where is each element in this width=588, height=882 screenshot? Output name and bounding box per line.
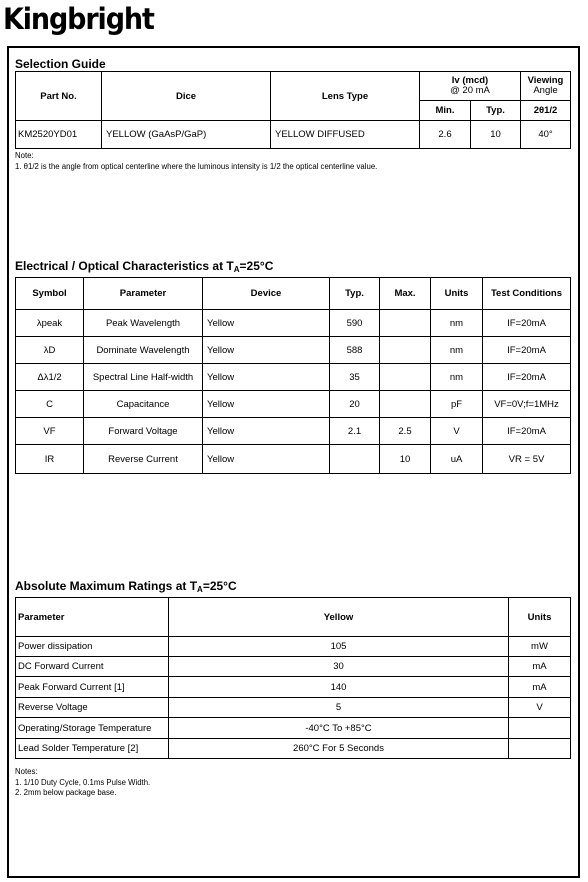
header-units: Units	[509, 598, 571, 637]
header-typ: Typ.	[471, 101, 521, 121]
absolute-max-title-sub: A	[197, 585, 203, 594]
note-2: 2. 2mm below package base.	[15, 788, 117, 797]
parameter-name: Power dissipation	[16, 637, 169, 657]
units-value: V	[431, 418, 483, 445]
rating-value: -40°C To +85°C	[169, 718, 509, 739]
parameter: Peak Wavelength	[84, 310, 203, 337]
units-value: nm	[431, 364, 483, 391]
rating-value: 5	[169, 698, 509, 718]
table-row	[16, 391, 571, 418]
absolute-max-title	[15, 579, 237, 594]
selection-guide-title: Selection Guide	[15, 57, 106, 71]
header-device: Device	[203, 278, 330, 310]
rating-value: 105	[169, 637, 509, 657]
header-max: Max.	[380, 278, 431, 310]
table-row	[16, 337, 571, 364]
rating-value: 260°C For 5 Seconds	[169, 739, 509, 759]
header-parameter: Parameter	[84, 278, 203, 310]
table-row	[16, 739, 571, 759]
parameter: Spectral Line Half-width	[84, 364, 203, 391]
table-row	[16, 121, 571, 149]
absolute-max-table	[15, 597, 571, 759]
parameter: Reverse Current	[84, 445, 203, 474]
units-value: V	[509, 698, 571, 718]
header-iv	[420, 72, 521, 101]
device: Yellow	[203, 418, 330, 445]
header-min: Min.	[420, 101, 471, 121]
parameter-name: Lead Solder Temperature [2]	[16, 739, 169, 759]
parameter-name: Operating/Storage Temperature	[16, 718, 169, 739]
typ-value: 35	[330, 364, 380, 391]
header-parameter: Parameter	[16, 598, 169, 637]
selection-guide-table	[15, 71, 571, 149]
header-typ: Typ.	[330, 278, 380, 310]
units-value: nm	[431, 310, 483, 337]
table-row	[16, 698, 571, 718]
note-1: 1. θ1/2 is the angle from optical centerline where the luminous intensity is 1/2 the optical centerline value.	[15, 161, 378, 171]
test-condition: VR = 5V	[483, 445, 571, 474]
notes-title: Notes:	[15, 767, 38, 776]
max-value	[380, 310, 431, 337]
header-theta: 2θ1/2	[521, 101, 571, 121]
max-value	[380, 337, 431, 364]
parameter: Capacitance	[84, 391, 203, 418]
device: Yellow	[203, 445, 330, 474]
viewing-angle-value: 40°	[521, 121, 571, 149]
header-yellow: Yellow	[169, 598, 509, 637]
typ-value: 2.1	[330, 418, 380, 445]
header-lens-type: Lens Type	[271, 72, 420, 121]
device: Yellow	[203, 391, 330, 418]
header-angle-label: Angle	[533, 85, 558, 96]
parameter: Forward Voltage	[84, 418, 203, 445]
table-row	[16, 445, 571, 474]
header-part-no: Part No.	[16, 72, 102, 121]
header-iv-label: Iv (mcd)	[451, 75, 489, 86]
symbol: VF	[16, 418, 84, 445]
electrical-table	[15, 277, 571, 474]
units-value: pF	[431, 391, 483, 418]
device: Yellow	[203, 337, 330, 364]
iv-min-value: 2.6	[420, 121, 471, 149]
units-value	[509, 718, 571, 739]
symbol: λD	[16, 337, 84, 364]
selection-note	[15, 151, 377, 172]
note-title: Note:	[15, 151, 34, 160]
max-value: 10	[380, 445, 431, 474]
absolute-max-notes	[15, 767, 150, 799]
table-row	[16, 718, 571, 739]
device: Yellow	[203, 310, 330, 337]
part-number: KM2520YD01	[16, 121, 102, 149]
table-row	[16, 418, 571, 445]
max-value	[380, 364, 431, 391]
parameter-name: DC Forward Current	[16, 657, 169, 677]
electrical-title-sub: A	[233, 265, 240, 274]
typ-value	[330, 445, 380, 474]
units-value: nm	[431, 337, 483, 364]
electrical-title-prefix: Electrical / Optical Characteristics at T	[15, 259, 234, 273]
header-viewing-label: Viewing	[527, 75, 564, 86]
units-value	[509, 739, 571, 759]
header-dice: Dice	[102, 72, 271, 121]
parameter-name: Reverse Voltage	[16, 698, 169, 718]
header-iv-condition: @ 20 mA	[450, 85, 490, 96]
test-condition: VF=0V;f=1MHz	[483, 391, 571, 418]
typ-value: 20	[330, 391, 380, 418]
absolute-max-title-suffix: =25°C	[202, 579, 237, 593]
header-symbol: Symbol	[16, 278, 84, 310]
units-value: uA	[431, 445, 483, 474]
symbol: Δλ1/2	[16, 364, 84, 391]
symbol: λpeak	[16, 310, 84, 337]
table-row	[16, 364, 571, 391]
parameter-name: Peak Forward Current [1]	[16, 677, 169, 698]
units-value: mW	[509, 637, 571, 657]
table-row	[16, 677, 571, 698]
header-units: Units	[431, 278, 483, 310]
typ-value: 590	[330, 310, 380, 337]
typ-value: 588	[330, 337, 380, 364]
test-condition: IF=20mA	[483, 364, 571, 391]
electrical-title	[15, 259, 273, 274]
rating-value: 30	[169, 657, 509, 677]
iv-typ-value: 10	[471, 121, 521, 149]
absolute-max-title-prefix: Absolute Maximum Ratings at T	[15, 579, 198, 593]
kingbright-logo: Kingbright	[3, 2, 154, 36]
electrical-title-suffix: =25°C	[239, 259, 274, 273]
table-row	[16, 657, 571, 677]
device: Yellow	[203, 364, 330, 391]
symbol: C	[16, 391, 84, 418]
max-value	[380, 391, 431, 418]
test-condition: IF=20mA	[483, 337, 571, 364]
rating-value: 140	[169, 677, 509, 698]
units-value: mA	[509, 657, 571, 677]
symbol: IR	[16, 445, 84, 474]
header-test-conditions: Test Conditions	[483, 278, 571, 310]
dice-value: YELLOW (GaAsP/GaP)	[102, 121, 271, 149]
header-viewing-angle	[521, 72, 571, 101]
table-row	[16, 310, 571, 337]
note-1: 1. 1/10 Duty Cycle, 0.1ms Pulse Width.	[15, 777, 151, 787]
test-condition: IF=20mA	[483, 418, 571, 445]
lens-type-value: YELLOW DIFFUSED	[271, 121, 420, 149]
units-value: mA	[509, 677, 571, 698]
test-condition: IF=20mA	[483, 310, 571, 337]
table-row	[16, 637, 571, 657]
parameter: Dominate Wavelength	[84, 337, 203, 364]
max-value: 2.5	[380, 418, 431, 445]
